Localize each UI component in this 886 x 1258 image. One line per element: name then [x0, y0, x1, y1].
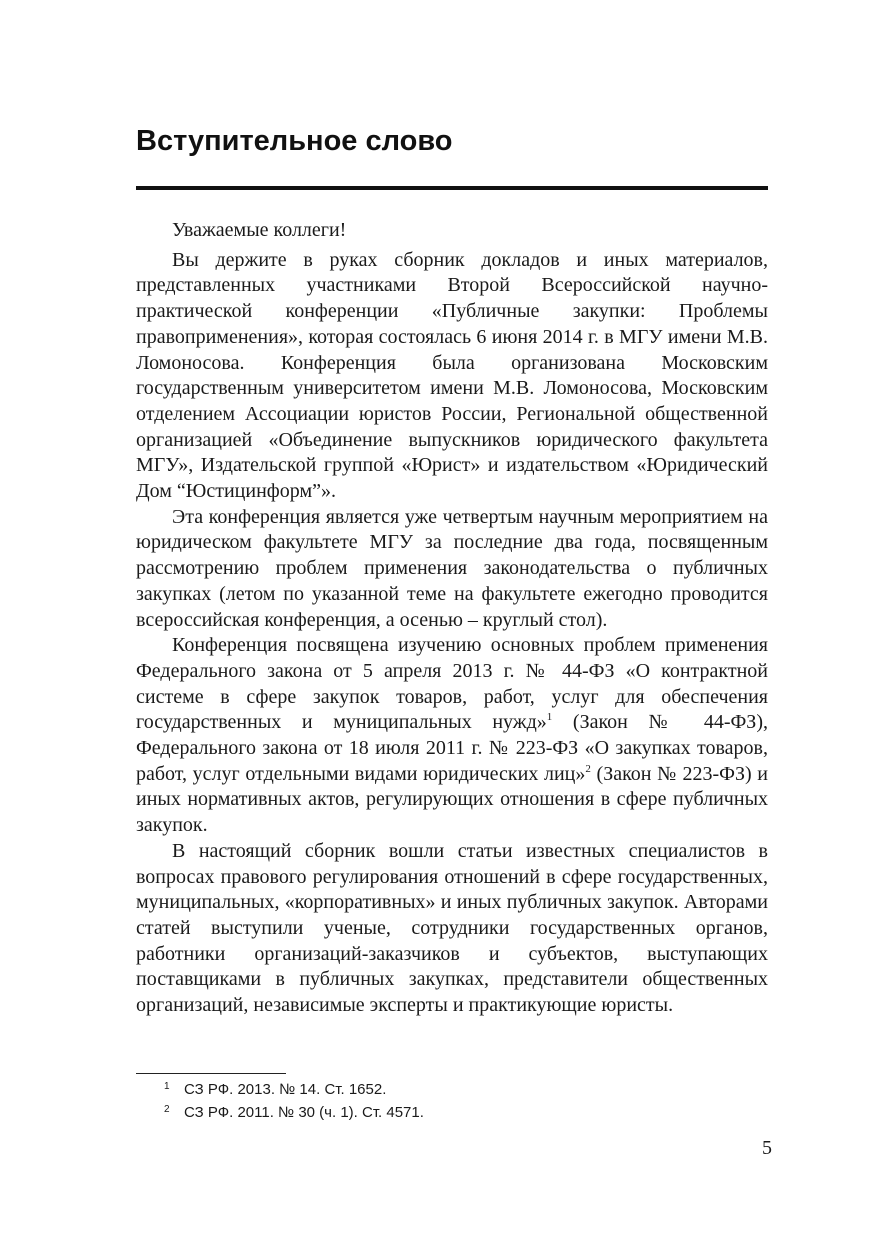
paragraph-3-part-3: (Закон № 223-ФЗ) и иных нормативных актов, регулирующих отношения в сфере публичных закупок.	[136, 762, 769, 837]
paragraph-3-part-2: (Закон № 44-ФЗ), Федерального закона от 18 июля 2011 г. № 223-ФЗ «О закупках товаров, работ, услуг отдельными видами юридических лиц»	[136, 711, 768, 785]
paragraph-3-part-1: Конференция посвящена изучению основных проблем применения Федерального закона от 5 апреля 2013 г. № 44-ФЗ «О контрактной системе в сфере закупок товаров, работ, услуг для обеспечения государственных и муниципальных нужд»	[136, 634, 768, 734]
footnote-mark: 2	[164, 1104, 170, 1115]
footnote-2	[164, 1101, 764, 1124]
page-number: 5	[762, 1137, 772, 1159]
footnote-1	[164, 1078, 764, 1101]
salutation: Уважаемые коллеги!	[172, 219, 347, 241]
page-title: Вступительное слово	[136, 125, 453, 157]
footnote-mark: 1	[164, 1081, 170, 1092]
paragraph-2: Эта конференция является уже четвертым научным мероприятием на юридическом факультете МГУ за последние два года, посвященным рассмотрению проблем применения законодательства о публичных закупках (летом по указанной теме на факультете ежегодно проводится всероссийская конференция, а осенью – круглый стол).	[136, 505, 768, 631]
footnote-separator	[136, 1073, 286, 1074]
body-text	[136, 218, 768, 1019]
footnote-text: СЗ РФ. 2013. № 14. Ст. 1652.	[184, 1081, 387, 1098]
paragraph-3	[136, 633, 768, 839]
paragraph-4: В настоящий сборник вошли статьи известных специалистов в вопросах правового регулирования отношений в сфере государственных, муниципальных, «корпоративных» и иных публичных закупок. Авторами статей выступили ученые, сотрудники государственных органов, работники организаций-заказчиков и субъектов, выступающих поставщиками в публичных закупках, представители общественных организаций, независимые эксперты и практикующие юристы.	[136, 839, 768, 1017]
footnote-text: СЗ РФ. 2011. № 30 (ч. 1). Ст. 4571.	[184, 1104, 424, 1121]
title-rule	[136, 186, 768, 190]
footnote-ref-2: 2	[585, 762, 591, 775]
footnote-ref-1: 1	[546, 711, 553, 724]
paragraph-1: Вы держите в руках сборник докладов и иных материалов, представленных участниками Второй Всероссийской научно-практической конференции «Публичные закупки: Проблемы правоприменения», которая состоялась 6 июня 2014 г. в МГУ имени М.В. Ломоносова. Конференция была организована Московским государственным университетом имени М.В. Ломоносова, Московским отделением Ассоциации юристов России, Региональной общественной организацией «Объединение выпускников юридического факультета МГУ», Издательской группой «Юрист» и издательством «Юридический Дом “Юстицинформ”».	[136, 248, 768, 503]
footnotes	[164, 1078, 764, 1124]
